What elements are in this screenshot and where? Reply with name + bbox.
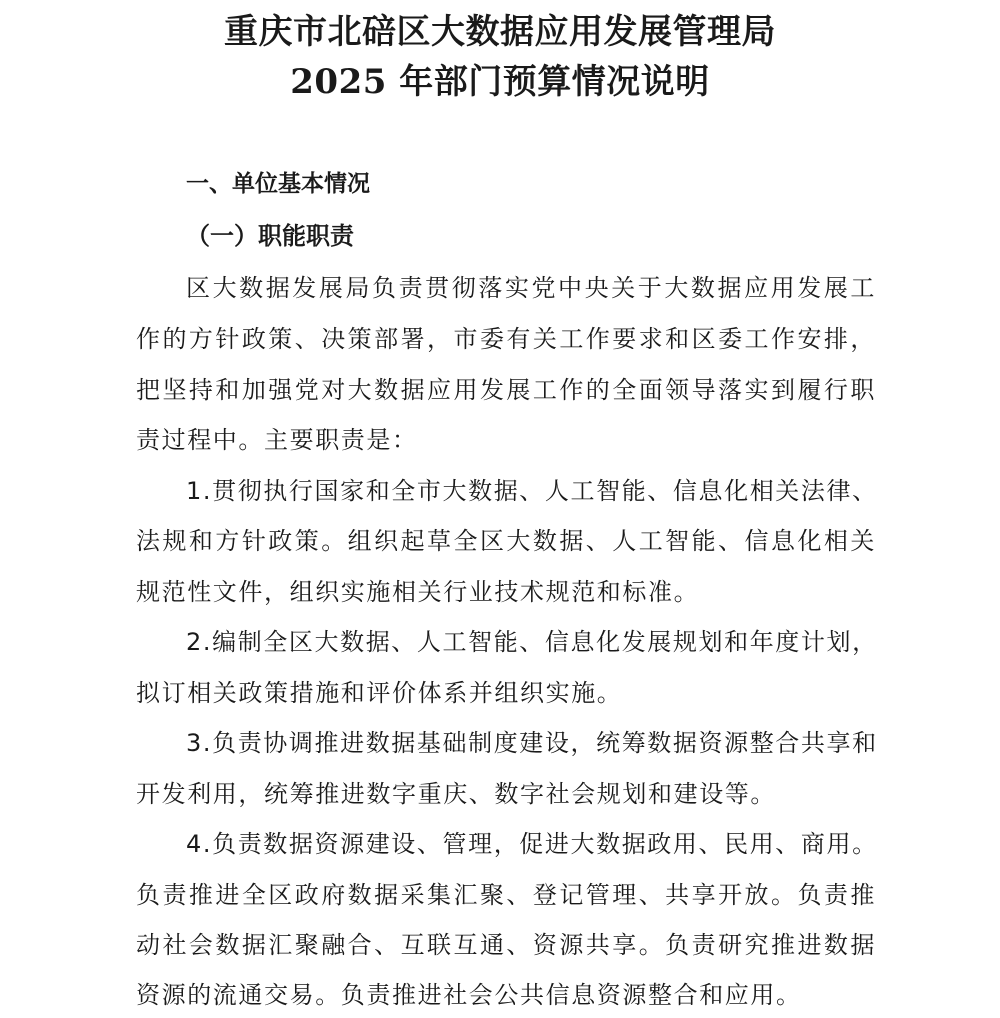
list-item-line: 资源的流通交易。负责推进社会公共信息资源整合和应用。 [136, 981, 802, 1009]
list-item-line: 3.负责协调推进数据基础制度建设，统筹数据资源整合共享和 [186, 729, 878, 757]
document-title-line-2: 2025 年部门预算情况说明 [290, 62, 710, 102]
paragraph-line: 把坚持和加强党对大数据应用发展工作的全面领导落实到履行职 [136, 376, 876, 404]
list-item-line: 开发利用，统筹推进数字重庆、数字社会规划和建设等。 [136, 780, 776, 808]
paragraph-line: 责过程中。主要职责是： [136, 426, 418, 454]
paragraph-line: 区大数据发展局负责贯彻落实党中央关于大数据应用发展工 [186, 274, 876, 302]
list-item-line: 规范性文件，组织实施相关行业技术规范和标准。 [136, 578, 700, 606]
list-item-line: 动社会数据汇聚融合、互联互通、资源共享。负责研究推进数据 [136, 931, 876, 959]
list-item-line: 4.负责数据资源建设、管理，促进大数据政用、民用、商用。 [186, 830, 878, 858]
list-item-line: 1.贯彻执行国家和全市大数据、人工智能、信息化相关法律、 [186, 477, 878, 505]
list-item-line: 拟订相关政策措施和评价体系并组织实施。 [136, 679, 623, 707]
section-heading-basic-info: 一、单位基本情况 [186, 171, 370, 197]
subsection-heading-functions: （一）职能职责 [186, 222, 354, 250]
list-item-line: 负责推进全区政府数据采集汇聚、登记管理、共享开放。负责推 [136, 881, 876, 909]
paragraph-line: 作的方针政策、决策部署，市委有关工作要求和区委工作安排， [136, 325, 876, 353]
list-item-line: 2.编制全区大数据、人工智能、信息化发展规划和年度计划， [186, 628, 878, 656]
list-item-line: 法规和方针政策。组织起草全区大数据、人工智能、信息化相关 [136, 527, 876, 555]
document-title-line-1: 重庆市北碚区大数据应用发展管理局 [224, 12, 776, 52]
